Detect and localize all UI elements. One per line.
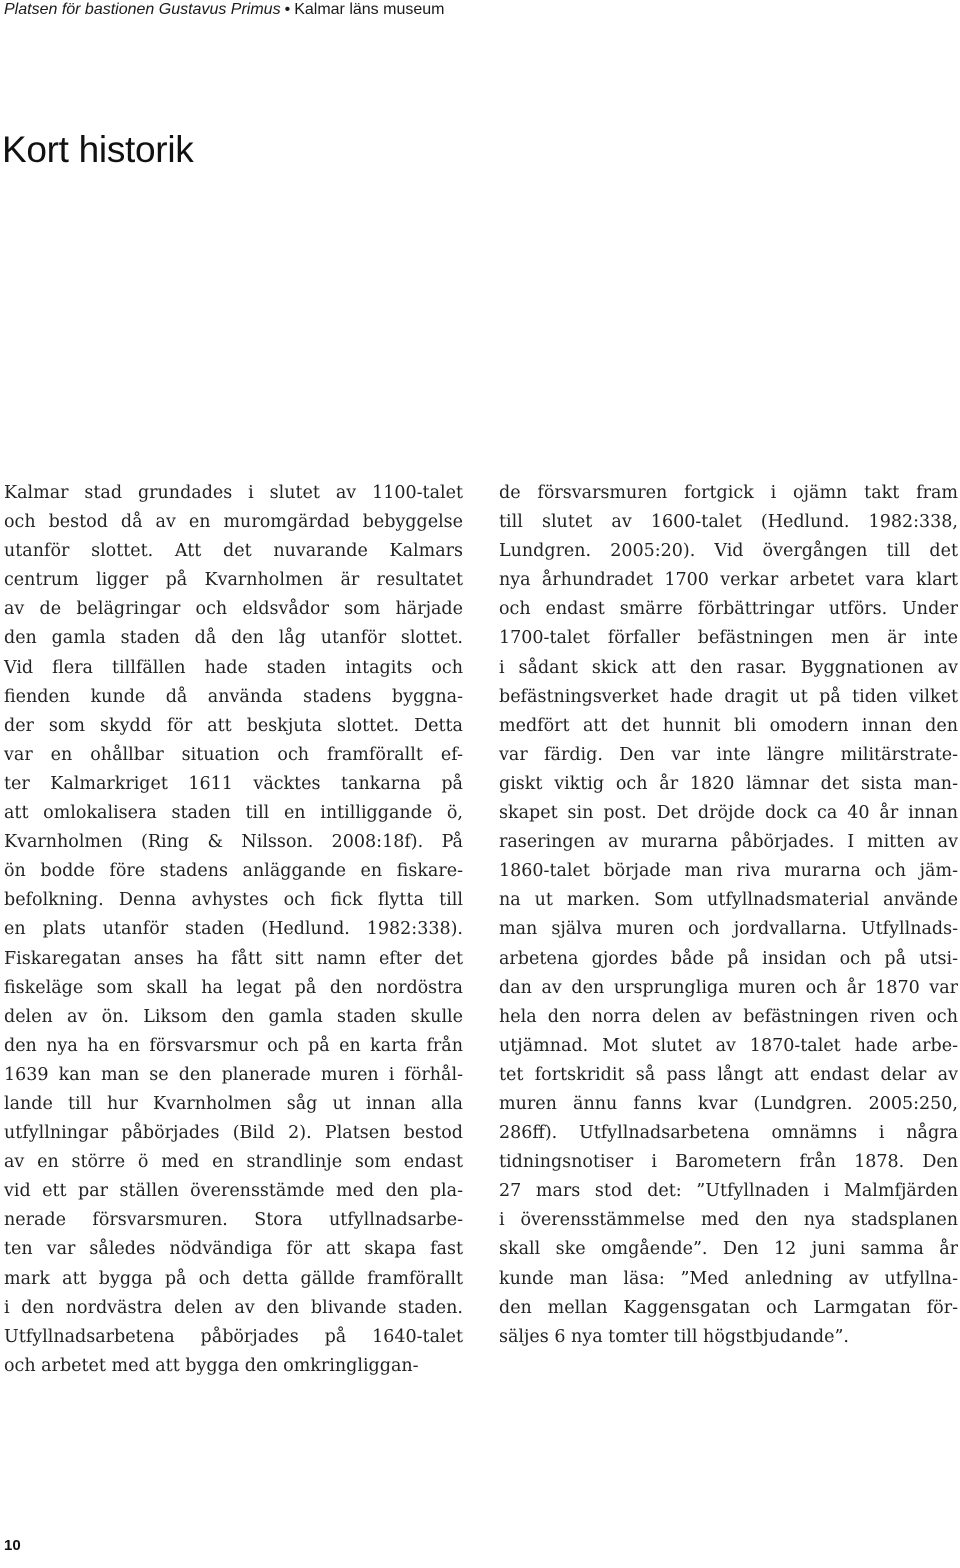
text-line: den nya ha en försvarsmur och på en karta från bbox=[4, 1035, 463, 1056]
text-line: muren ännu fanns kvar (Lundgren. 2005:250, bbox=[499, 1093, 958, 1114]
text-line: ten var således nödvändiga för att skapa fast bbox=[4, 1239, 463, 1260]
text-line: 1639 kan man se den planerade muren i förhål- bbox=[4, 1064, 463, 1085]
text-line: arbetena gjordes både på insidan och på utsi- bbox=[499, 948, 958, 969]
text-line: hela den norra delen av befästningen riven och bbox=[499, 1006, 958, 1027]
text-line: raseringen av murarna påbörjades. I mitten av bbox=[499, 832, 958, 853]
text-line: och arbetet med att bygga den omkringliggan- bbox=[4, 1355, 419, 1376]
text-line: 286ff). Utfyllnadsarbetena omnämns i några bbox=[499, 1123, 958, 1144]
header-publisher: Kalmar läns museum bbox=[294, 1, 445, 18]
header-section-title: Platsen för bastionen Gustavus Primus bbox=[4, 1, 281, 18]
text-line: fiskeläge som skall ha legat på den nordöstra bbox=[4, 977, 463, 998]
text-line: av de belägringar och eldsvådor som härjade bbox=[4, 599, 463, 620]
text-line: tet fortskridit så pass långt att endast delar av bbox=[499, 1064, 958, 1085]
text-line: na ut marken. Som utfyllnadsmaterial använde bbox=[499, 890, 958, 911]
text-line: nerade försvarsmuren. Stora utfyllnadsarbe- bbox=[4, 1210, 463, 1231]
text-line: lande till hur Kvarnholmen såg ut innan alla bbox=[4, 1093, 463, 1114]
text-line: dan av den ursprungliga muren och år 1870 var bbox=[499, 977, 958, 998]
text-line: 27 mars stod det: ”Utfyllnaden i Malmfjärden bbox=[499, 1181, 958, 1202]
text-line: skall ske omgående”. Den 12 juni samma år bbox=[499, 1239, 958, 1260]
text-line: 1700-talet förfaller befästningen men är inte bbox=[499, 628, 958, 649]
text-line: Lundgren. 2005:20). Vid övergången till det bbox=[499, 541, 958, 562]
text-line: Utfyllnadsarbetena påbörjades på 1640-talet bbox=[4, 1326, 463, 1347]
text-line: av en större ö med en strandlinje som endast bbox=[4, 1152, 463, 1173]
text-line: kunde man läsa: ”Med anledning av utfyllna- bbox=[499, 1268, 958, 1289]
text-line: skapet sin post. Det dröjde dock ca 40 år innan bbox=[499, 803, 958, 824]
text-line: utjämnad. Mot slutet av 1870-talet hade arbe- bbox=[499, 1035, 958, 1056]
text-line: den gamla staden då den låg utanför slottet. bbox=[4, 628, 463, 649]
text-line: och endast smärre förbättringar utförs. Under bbox=[499, 599, 958, 620]
text-line: i överensstämmelse med den nya stadsplanen bbox=[499, 1210, 958, 1231]
running-header bbox=[4, 0, 444, 20]
text-line: utfyllningar påbörjades (Bild 2). Platsen bestod bbox=[4, 1123, 463, 1144]
text-line: centrum ligger på Kvarnholmen är resultatet bbox=[4, 570, 463, 591]
text-line: delen av ön. Liksom den gamla staden skulle bbox=[4, 1006, 463, 1027]
text-line: Kalmar stad grundades i slutet av 1100-talet bbox=[4, 483, 463, 503]
header-separator: • bbox=[284, 1, 291, 18]
left-text-column bbox=[4, 479, 463, 1381]
text-line: giskt viktig och år 1820 lämnar det sista man- bbox=[499, 773, 958, 794]
text-line: Fiskaregatan anses ha fått sitt namn efter det bbox=[4, 948, 463, 969]
text-line: nya århundradet 1700 verkar arbetet vara klart bbox=[499, 570, 958, 591]
text-line: befästningsverket hade dragit ut på tiden vilket bbox=[499, 686, 958, 707]
text-line: och bestod då av en muromgärdad bebyggelse bbox=[4, 512, 463, 533]
text-line: der som skydd för att beskjuta slottet. Detta bbox=[4, 715, 463, 736]
text-line: den mellan Kaggensgatan och Larmgatan för- bbox=[499, 1297, 958, 1318]
text-line: ter Kalmarkriget 1611 väcktes tankarna på bbox=[4, 773, 463, 794]
text-line: var färdig. Den var inte längre militärstrate- bbox=[499, 744, 958, 765]
text-line: i sådant skick att den rasar. Byggnationen av bbox=[499, 657, 958, 678]
text-line: till slutet av 1600-talet (Hedlund. 1982:338, bbox=[499, 512, 958, 533]
text-line: befolkning. Denna avhystes och fick flytta till bbox=[4, 890, 463, 911]
text-line: medfört att det hunnit bli omodern innan den bbox=[499, 715, 958, 736]
text-line: en plats utanför staden (Hedlund. 1982:338). bbox=[4, 919, 463, 940]
text-line: mark att bygga på och detta gällde framförallt bbox=[4, 1268, 463, 1289]
text-line: 1860-talet började man riva murarna och jäm- bbox=[499, 861, 958, 882]
text-line: fienden kunde då använda stadens byggna- bbox=[4, 686, 463, 707]
text-line: de försvarsmuren fortgick i ojämn takt fram bbox=[499, 483, 958, 503]
page-title: Kort historik bbox=[2, 129, 194, 170]
page-number: 10 bbox=[4, 1537, 21, 1554]
text-line: vid ett par ställen överensstämde med den pla- bbox=[4, 1181, 463, 1202]
text-line: man själva muren och jordvallarna. Utfyllnads- bbox=[499, 919, 958, 940]
text-line: Kvarnholmen (Ring & Nilsson. 2008:18f). På bbox=[4, 832, 463, 853]
text-line: var en ohållbar situation och framförallt ef- bbox=[4, 744, 463, 765]
text-line: Vid flera tillfällen hade staden intagits och bbox=[4, 657, 463, 678]
text-line: i den nordvästra delen av den blivande staden. bbox=[4, 1297, 463, 1318]
text-line: säljes 6 nya tomter till högstbjudande”. bbox=[499, 1326, 849, 1347]
right-text-column bbox=[499, 479, 958, 1352]
text-line: att omlokalisera staden till en intilliggande ö, bbox=[4, 803, 463, 824]
text-line: ön bodde före stadens anläggande en fiskare- bbox=[4, 861, 463, 882]
text-line: tidningsnotiser i Barometern från 1878. Den bbox=[499, 1152, 958, 1173]
text-line: utanför slottet. Att det nuvarande Kalmars bbox=[4, 541, 463, 562]
